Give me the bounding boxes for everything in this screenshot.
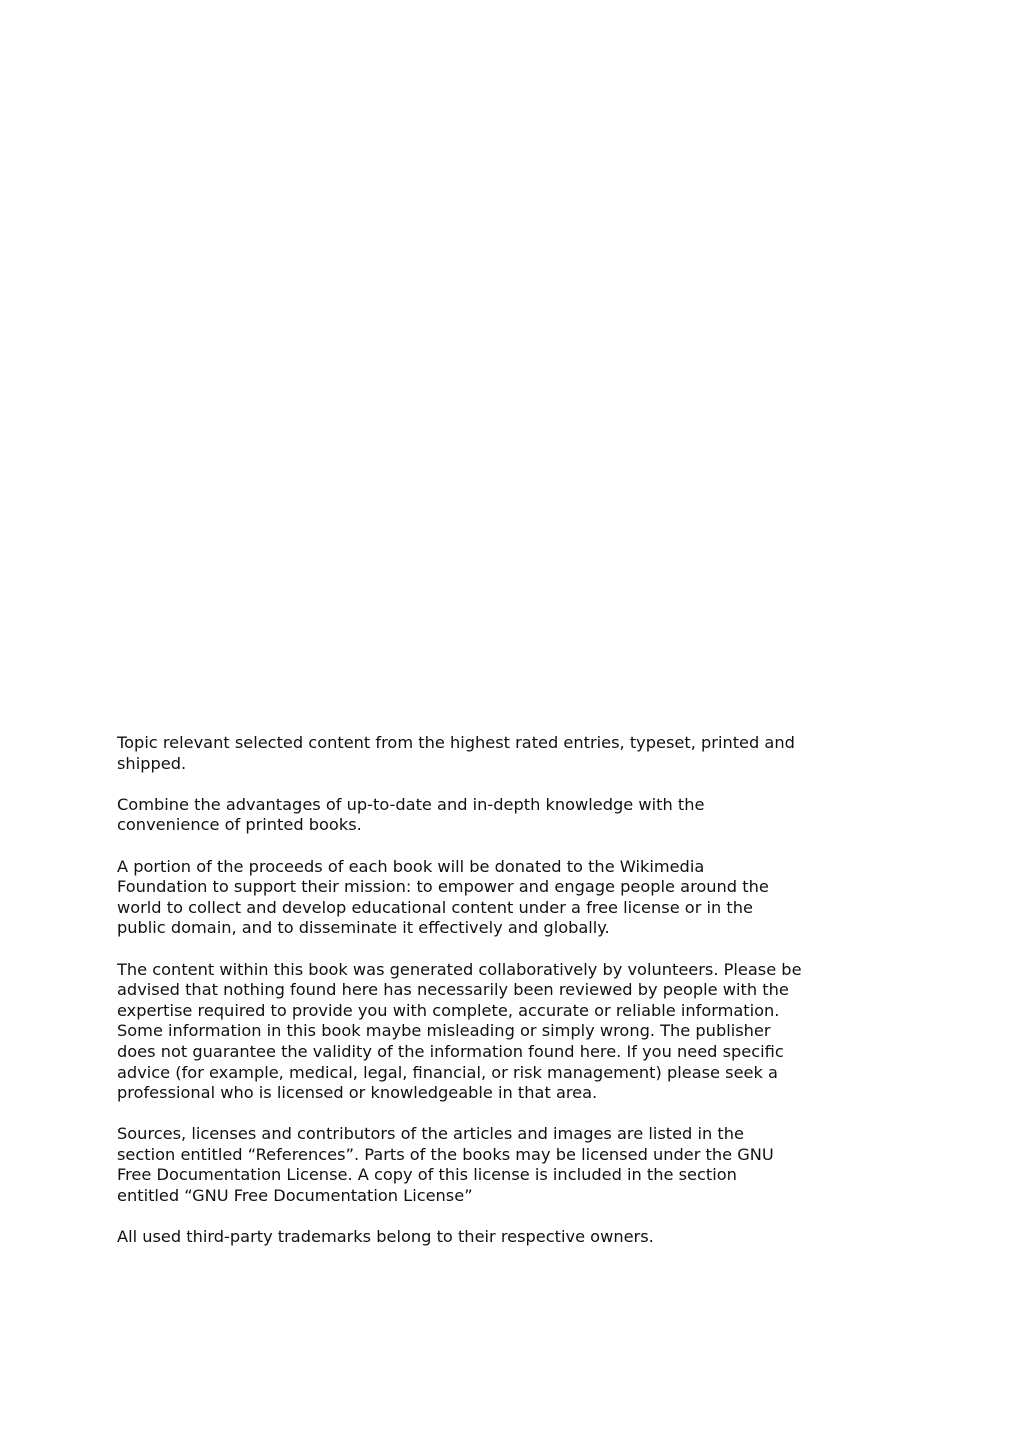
text-line: convenience of printed books.	[117, 815, 362, 835]
text-line: Topic relevant selected content from the highest rated entries, typeset, printed and	[117, 733, 795, 752]
text-line: A portion of the proceeds of each book will be donated to the Wikimedia	[117, 856, 705, 876]
paragraph-proceeds-donation	[117, 857, 857, 939]
text-line: All used third-party trademarks belong to their respective owners.	[117, 1227, 654, 1247]
text-line: advised that nothing found here has necessarily been reviewed by people with the	[117, 980, 789, 1000]
paragraph-combine-advantages	[117, 795, 857, 836]
paragraph-trademarks	[117, 1227, 857, 1248]
text-line: The content within this book was generated collaboratively by volunteers. Please be	[117, 959, 802, 979]
disclaimer-text-block	[117, 733, 857, 1248]
text-line: world to collect and develop educational content under a free license or in the	[117, 897, 753, 917]
text-line: Sources, licenses and contributors of the articles and images are listed in the	[117, 1124, 744, 1144]
text-line: public domain, and to disseminate it effectively and globally.	[117, 918, 610, 938]
text-line: Free Documentation License. A copy of this license is included in the section	[117, 1165, 737, 1185]
paragraph-content-disclaimer	[117, 960, 857, 1104]
text-line: advice (for example, medical, legal, financial, or risk management) please seek a	[117, 1062, 778, 1082]
text-line: professional who is licensed or knowledgeable in that area.	[117, 1083, 598, 1103]
paragraph-sources-licenses	[117, 1124, 857, 1206]
text-line: Combine the advantages of up-to-date and in-depth knowledge with the	[117, 794, 705, 814]
text-line: does not guarantee the validity of the information found here. If you need specific	[117, 1041, 784, 1061]
paragraph-topic-relevant	[117, 733, 857, 774]
text-line: entitled “GNU Free Documentation License”	[117, 1186, 473, 1206]
text-line: Some information in this book maybe misleading or simply wrong. The publisher	[117, 1021, 771, 1041]
text-line: expertise required to provide you with complete, accurate or reliable information.	[117, 1000, 780, 1020]
text-line: shipped.	[117, 753, 187, 773]
text-line: Foundation to support their mission: to empower and engage people around the	[117, 877, 769, 897]
text-line: section entitled “References”. Parts of the books may be licensed under the GNU	[117, 1144, 774, 1164]
